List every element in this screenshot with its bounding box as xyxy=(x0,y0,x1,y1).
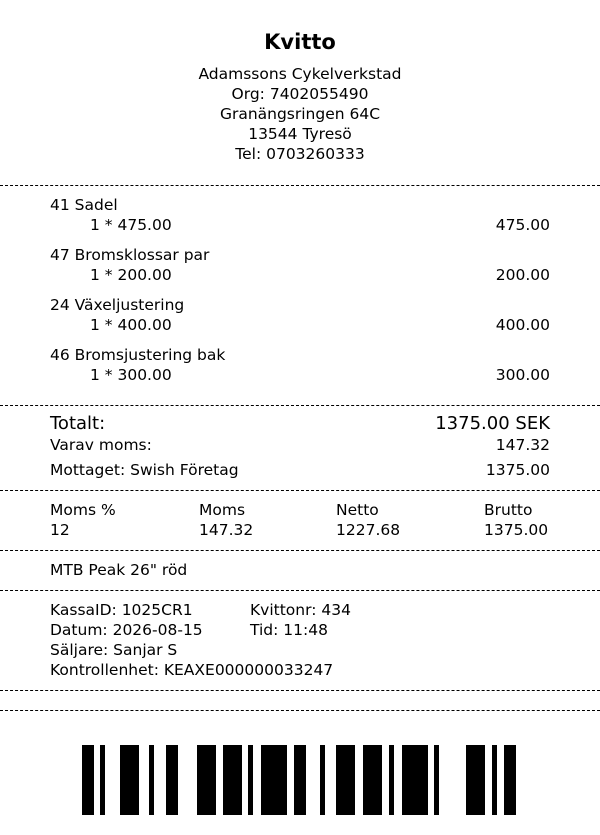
item-qty-price: 1 * 200.00 xyxy=(90,266,172,284)
divider xyxy=(0,690,600,691)
vat-header-amount: Moms xyxy=(199,501,246,519)
total-label: Totalt: xyxy=(50,413,106,434)
payment-label: Mottaget: Swish Företag xyxy=(50,461,239,479)
store-name: Adamssons Cykelverkstad xyxy=(198,65,402,83)
vat-cell-gross: 1375.00 xyxy=(484,521,549,539)
item-qty-price: 1 * 400.00 xyxy=(90,316,172,334)
vat-cell-rate: 12 xyxy=(50,521,70,539)
phone-number: Tel: 0703260333 xyxy=(235,145,365,163)
salesperson: Säljare: Sanjar S xyxy=(50,641,178,659)
vat-header-rate: Moms % xyxy=(50,501,116,519)
item-total: 400.00 xyxy=(495,316,550,334)
divider xyxy=(0,550,600,551)
receipt-title: Kvitto xyxy=(264,30,336,54)
divider xyxy=(0,710,600,711)
postal-city: 13544 Tyresö xyxy=(248,125,352,143)
barcode-icon xyxy=(80,745,520,815)
item-qty-price: 1 * 300.00 xyxy=(90,366,172,384)
divider xyxy=(0,185,600,186)
item-total: 475.00 xyxy=(495,216,550,234)
item-name: 46 Bromsjustering bak xyxy=(50,346,226,364)
receipt-note: MTB Peak 26" röd xyxy=(50,561,188,579)
receipt-time: Tid: 11:48 xyxy=(250,621,328,639)
vat-value: 147.32 xyxy=(495,436,550,454)
item-total: 300.00 xyxy=(495,366,550,384)
street-address: Granängsringen 64C xyxy=(219,105,381,123)
divider xyxy=(0,590,600,591)
item-qty-price: 1 * 475.00 xyxy=(90,216,172,234)
divider xyxy=(0,490,600,491)
vat-cell-amount: 147.32 xyxy=(199,521,254,539)
divider xyxy=(0,405,600,406)
control-unit: Kontrollenhet: KEAXE000000033247 xyxy=(50,661,334,679)
register-id: KassaID: 1025CR1 xyxy=(50,601,193,619)
vat-header-net: Netto xyxy=(336,501,379,519)
vat-label: Varav moms: xyxy=(50,436,152,454)
org-number: Org: 7402055490 xyxy=(231,85,369,103)
vat-header-gross: Brutto xyxy=(484,501,533,519)
total-value: 1375.00 SEK xyxy=(435,413,550,434)
item-name: 24 Växeljustering xyxy=(50,296,185,314)
vat-cell-net: 1227.68 xyxy=(336,521,401,539)
item-name: 47 Bromsklossar par xyxy=(50,246,210,264)
item-total: 200.00 xyxy=(495,266,550,284)
payment-value: 1375.00 xyxy=(485,461,550,479)
item-name: 41 Sadel xyxy=(50,196,118,214)
receipt-date: Datum: 2026-08-15 xyxy=(50,621,203,639)
receipt-number: Kvittonr: 434 xyxy=(250,601,351,619)
